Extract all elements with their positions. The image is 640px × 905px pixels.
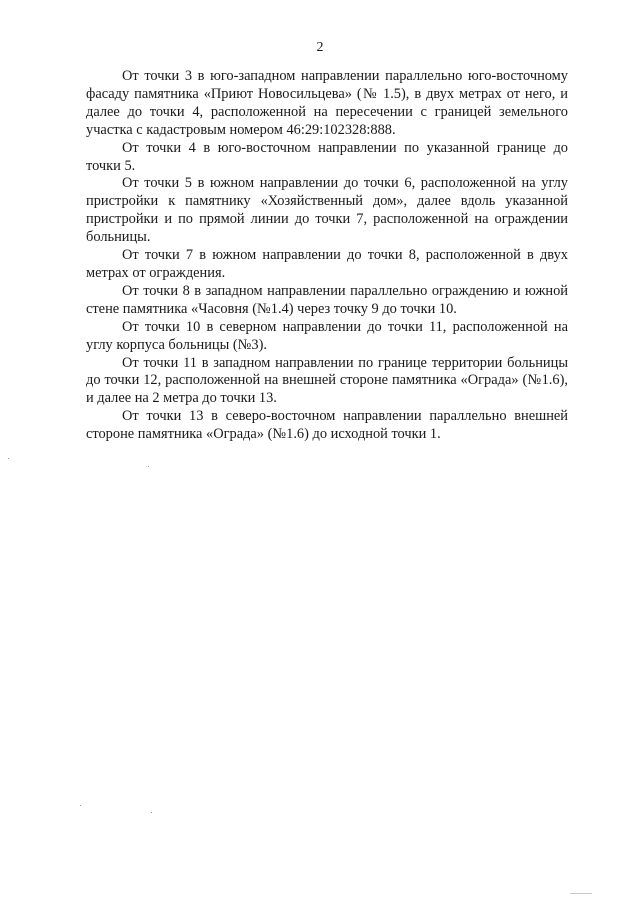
paragraph-7: От точки 11 в западном направлении по границе территории больницы до точки 12, расположенной на внешней стороне памятника «Ограда» (№1.6), и далее на 2 метра до точки 13.: [86, 354, 568, 407]
scan-speck: [570, 893, 592, 894]
paragraph-6: От точки 10 в северном направлении до точки 11, расположенной на углу корпуса больницы (№3).: [86, 318, 568, 353]
paragraph-4: От точки 7 в южном направлении до точки 8, расположенной в двух метрах от ограждения.: [86, 247, 568, 281]
paragraph-5: От точки 8 в западном направлении параллельно ограждению и южной стене памятника «Часовня (№1.4) через точку 9 до точки 10.: [86, 282, 568, 317]
paragraph-3: От точки 5 в южном направлении до точки 6, расположенной на углу пристройки к памятнику «Хозяйственный дом», далее вдоль указанной пристройки и по прямой линии до точки 7, расположенной на ограждении больницы.: [86, 175, 568, 246]
scan-speck: [80, 805, 81, 806]
scan-speck: [148, 466, 149, 467]
document-body: [86, 68, 568, 444]
scan-speck: [151, 812, 152, 813]
paragraph-2: От точки 4 в юго-восточном направлении по указанной границе до точки 5.: [86, 139, 568, 174]
scan-speck: [8, 458, 9, 459]
page-number: 2: [316, 40, 324, 55]
paragraph-1: От точки 3 в юго-западном направлении параллельно юго-восточному фасаду памятника «Приют Новосильцева» (№ 1.5), в двух метрах от него, и далее до точки 4, расположенной на пересечении с границей земельного участка с кадастровым номером 46:29:102328:888.: [86, 68, 568, 138]
paragraph-8: От точки 13 в северо-восточном направлении параллельно внешней стороне памятника «Ограда» (№1.6) до исходной точки 1.: [86, 408, 568, 443]
